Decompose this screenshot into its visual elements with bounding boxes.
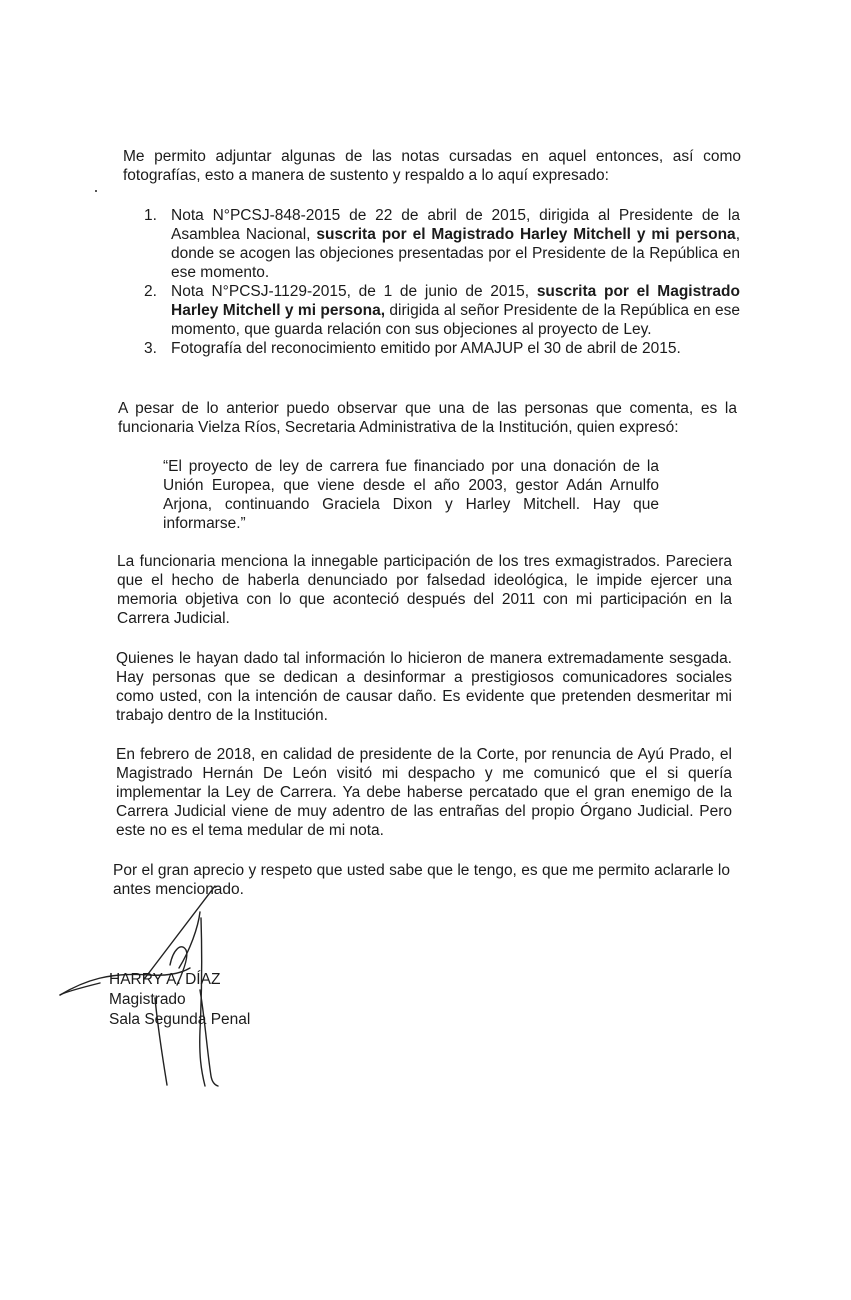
signer-department: Sala Segunda Penal bbox=[109, 1011, 251, 1028]
quoted-statement: “El proyecto de ley de carrera fue financiado por una donación de la Unión Europea, que viene desde el año 2003, gestor Adán Arnulfo Arjona, continuando Graciela Dixon y Harley Mitchell. Hay que informarse.” bbox=[163, 458, 659, 532]
attachments-list bbox=[144, 206, 740, 358]
list-item bbox=[144, 339, 740, 358]
list-item-text: , donde se acogen las objeciones presentadas por el Presidente de la República en ese momento. bbox=[171, 226, 740, 281]
list-item-bold-text: suscrita por el Magistrado Harley Mitchell y mi persona bbox=[316, 226, 736, 243]
signer-title: Magistrado bbox=[109, 991, 186, 1008]
paragraph-participation: La funcionaria menciona la innegable participación de los tres exmagistrados. Pareciera que el hecho de haberla denunciado por falsedad ideológica, le impide ejercer una memoria objetiva con lo que aconteció después del 2011 con mi participación en la Carrera Judicial. bbox=[117, 553, 732, 627]
paragraph-february-2018: En febrero de 2018, en calidad de presidente de la Corte, por renuncia de Ayú Prado, el Magistrado Hernán De León visitó mi despacho y me comunicó que el si quería implementar la Ley de Carrera. Ya debe haberse percatado que el gran enemigo de la Carrera Judicial viene de muy adentro de las entrañas del propio Órgano Judicial. Pero este no es el tema medular de mi nota. bbox=[116, 746, 732, 839]
list-item-text: Fotografía del reconocimiento emitido por AMAJUP el 30 de abril de 2015. bbox=[171, 340, 681, 357]
list-item-text: Nota N°PCSJ-848-2015 de 22 de abril de 2015, dirigida al Presidente de la Asamblea Nacional, bbox=[171, 207, 740, 243]
list-item bbox=[144, 206, 740, 282]
list-item bbox=[144, 282, 740, 339]
list-item-bold-text: suscrita por el Magistrado Harley Mitchell y mi persona, bbox=[171, 283, 740, 319]
list-item-number: 2. bbox=[144, 283, 157, 300]
list-item-number: 3. bbox=[144, 340, 157, 357]
list-item-text: Nota N°PCSJ-1129-2015, de 1 de junio de 2015, bbox=[171, 283, 537, 300]
intro-paragraph: Me permito adjuntar algunas de las notas cursadas en aquel entonces, así como fotografías, esto a manera de sustento y respaldo a lo aquí expresado: bbox=[123, 148, 741, 184]
margin-speck bbox=[95, 190, 97, 192]
signer-name: HARRY A. DÍAZ bbox=[109, 971, 221, 988]
paragraph-closing: Por el gran aprecio y respeto que usted sabe que le tengo, es que me permito aclararle lo antes mencionado. bbox=[113, 862, 730, 898]
paragraph-misinformation: Quienes le hayan dado tal información lo hicieron de manera extremadamente sesgada. Hay personas que se dedican a desinformar a prestigiosos comunicadores sociales como usted, con la intención de causar daño. Es evidente que pretenden desmeritar mi trabajo dentro de la Institución. bbox=[116, 650, 732, 724]
list-item-number: 1. bbox=[144, 207, 157, 224]
list-item-text: dirigida al señor Presidente de la República en ese momento, que guarda relación con sus objeciones al proyecto de Ley. bbox=[171, 302, 740, 338]
paragraph-observation: A pesar de lo anterior puedo observar que una de las personas que comenta, es la funcionaria Vielza Ríos, Secretaria Administrativa de la Institución, quien expresó: bbox=[118, 400, 737, 436]
